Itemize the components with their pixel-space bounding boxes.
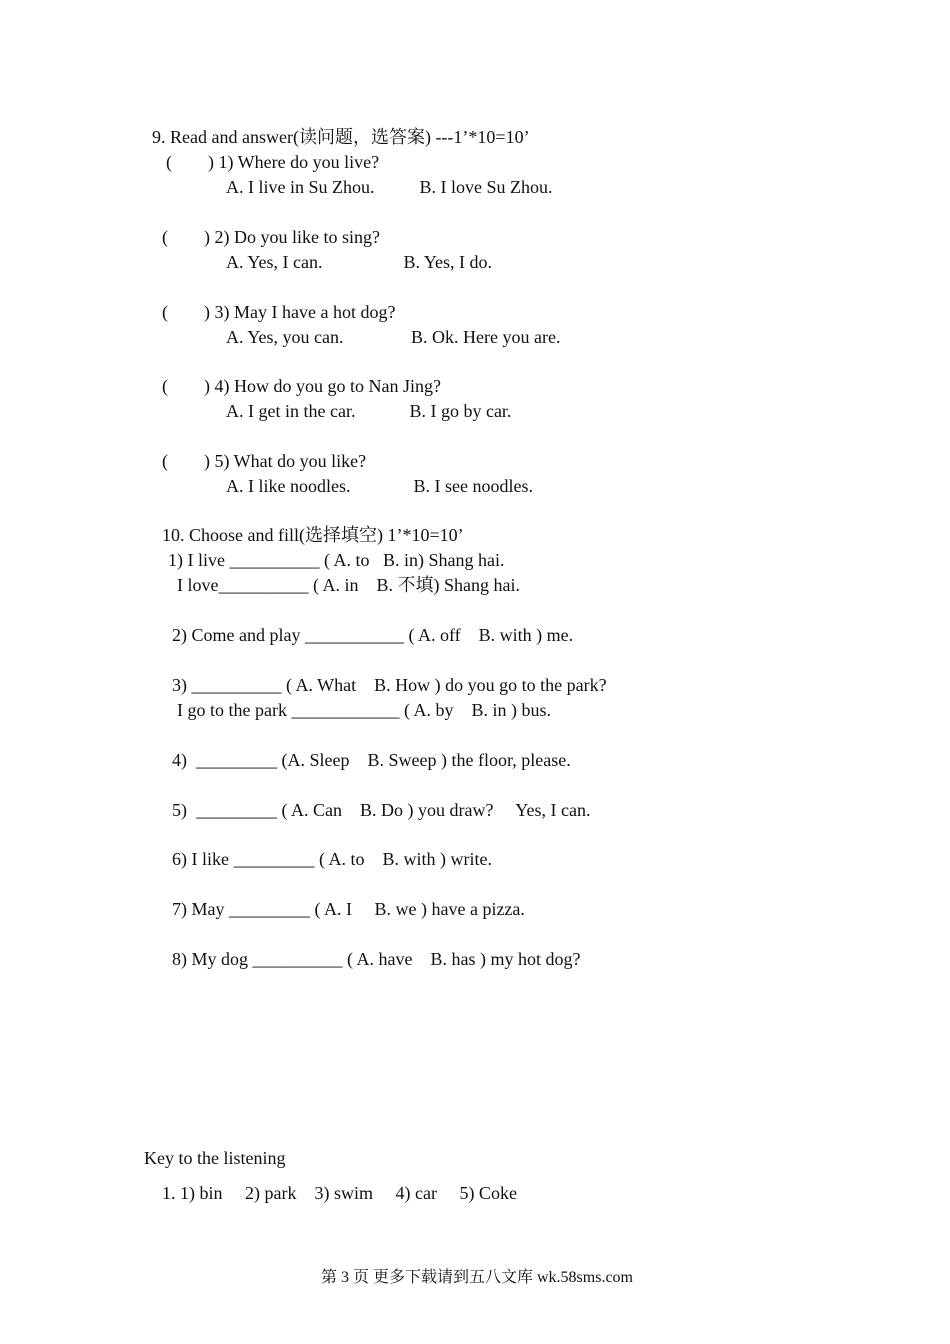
fill-line: 5) _________ ( A. Can B. Do ) you draw? Yes, I can. [172,800,591,820]
fill-line: 3) __________ ( A. What B. How ) do you go to the park? [172,675,607,695]
fill-line: 2) Come and play ___________ ( A. off B. with ) me. [172,625,574,645]
section-9-title: 9. Read and answer(读问题，选答案) ---1’*10=10’ [152,127,530,147]
question-stem: ( ) 3) May I have a hot dog? [162,302,396,322]
fill-line: 6) I like _________ ( A. to B. with ) write. [172,849,492,869]
question-options: A. Yes, I can. B. Yes, I do. [226,252,493,272]
question-stem: ( ) 5) What do you like? [162,451,367,471]
question-stem: ( ) 2) Do you like to sing? [162,227,380,247]
fill-line: I go to the park ____________ ( A. by B. in ) bus. [177,700,551,720]
question-stem: ( ) 4) How do you go to Nan Jing? [162,376,441,396]
listening-key-title: Key to the listening [144,1148,286,1168]
question-options: A. I like noodles. B. I see noodles. [226,476,533,496]
question-options: A. I live in Su Zhou. B. I love Su Zhou. [226,177,553,197]
section-10-title: 10. Choose and fill(选择填空) 1’*10=10’ [162,525,464,545]
fill-line: I love__________ ( A. in B. 不填) Shang hai. [177,575,520,595]
question-options: A. I get in the car. B. I go by car. [226,401,512,421]
page-footer: 第 3 页 更多下载请到五八文库 wk.58sms.com [321,1269,634,1286]
listening-key-answers: 1. 1) bin 2) park 3) swim 4) car 5) Coke [162,1183,517,1203]
fill-line: 7) May _________ ( A. I B. we ) have a pizza. [172,899,525,919]
fill-line: 8) My dog __________ ( A. have B. has ) my hot dog? [172,949,581,969]
fill-line: 1) I live __________ ( A. to B. in) Shang hai. [168,550,505,570]
question-options: A. Yes, you can. B. Ok. Here you are. [226,327,561,347]
fill-line: 4) _________ (A. Sleep B. Sweep ) the floor, please. [172,750,571,770]
question-stem: ( ) 1) Where do you live? [166,152,380,172]
